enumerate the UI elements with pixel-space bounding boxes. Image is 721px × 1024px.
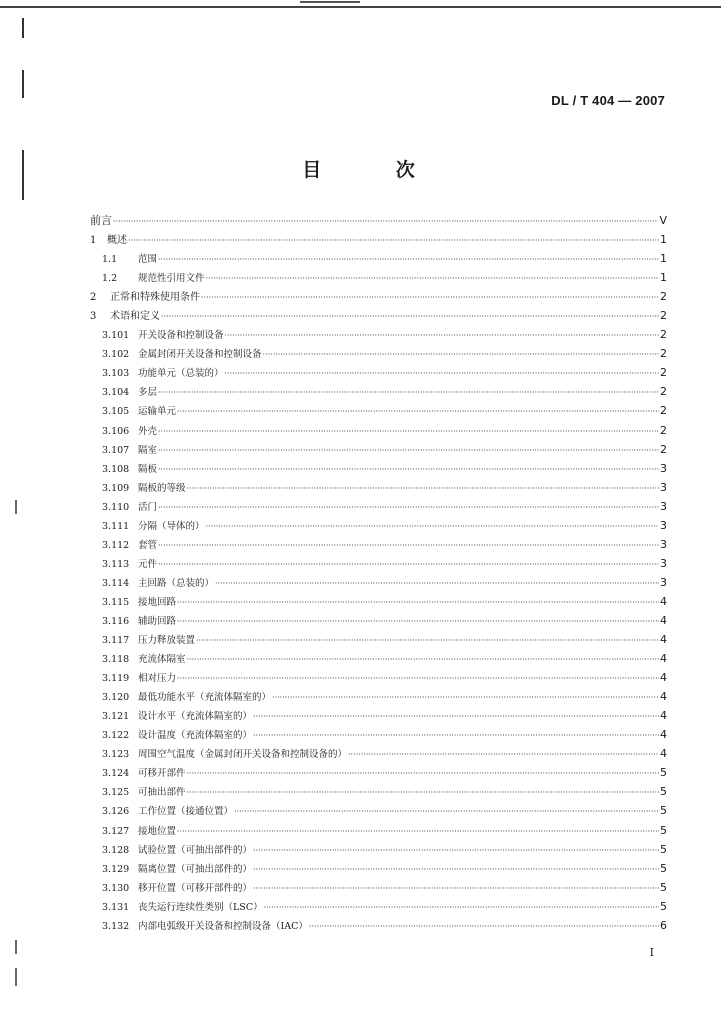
toc-entry[interactable] xyxy=(90,516,667,535)
toc-entry-label: 功能单元（总装的） xyxy=(138,368,224,380)
toc-entry[interactable] xyxy=(90,421,667,440)
toc-entry-number: 3.103 xyxy=(102,368,130,380)
toc-entry-label: 隔离位置（可抽出部件的） xyxy=(138,863,253,875)
toc-entry-label: 接地位置 xyxy=(138,825,177,837)
toc-dot-leader xyxy=(272,688,659,707)
toc-entry-page: 4 xyxy=(660,671,667,685)
toc-entry[interactable] xyxy=(90,211,667,230)
toc-entry[interactable] xyxy=(90,859,667,878)
toc-entry-page: 2 xyxy=(660,328,667,342)
toc-entry[interactable] xyxy=(90,706,667,725)
toc-entry-number: 3.112 xyxy=(102,539,130,551)
toc-dot-leader xyxy=(158,441,659,460)
toc-entry-page: 2 xyxy=(660,309,667,323)
toc-entry-page: 5 xyxy=(660,823,667,837)
toc-entry-number: 3.106 xyxy=(102,425,130,437)
toc-entry[interactable] xyxy=(90,497,667,516)
toc-entry[interactable] xyxy=(90,344,667,363)
toc-entry-number: 3.111 xyxy=(102,520,130,532)
toc-entry-page: 3 xyxy=(660,461,667,475)
toc-entry-page: 6 xyxy=(660,918,667,932)
toc-entry-label: 范围 xyxy=(138,254,158,266)
toc-entry-label: 压力释放装置 xyxy=(138,635,196,647)
toc-entry-label: 正常和特殊使用条件 xyxy=(110,292,200,304)
toc-dot-leader xyxy=(177,669,659,688)
toc-entry-label: 套管 xyxy=(138,539,158,551)
toc-entry[interactable] xyxy=(90,306,667,325)
margin-mark xyxy=(15,500,17,514)
toc-entry-page: 5 xyxy=(660,880,667,894)
toc-entry-number: 3.124 xyxy=(102,768,130,780)
toc-entry[interactable] xyxy=(90,897,667,916)
toc-entry[interactable] xyxy=(90,592,667,611)
toc-dot-leader xyxy=(225,364,659,383)
toc-entry-number: 1 xyxy=(90,235,97,247)
toc-entry-number: 3.118 xyxy=(102,654,130,666)
toc-dot-leader xyxy=(158,460,659,479)
toc-entry-label: 接地回路 xyxy=(138,596,177,608)
toc-entry-number: 3.126 xyxy=(102,806,130,818)
toc-entry-page: V xyxy=(659,214,667,227)
toc-entry-number: 3.132 xyxy=(102,920,130,932)
toc-entry[interactable] xyxy=(90,363,667,382)
toc-entry-number: 3.121 xyxy=(102,711,130,723)
toc-entry-page: 4 xyxy=(660,633,667,647)
toc-entry-page: 4 xyxy=(660,594,667,608)
toc-entry[interactable] xyxy=(90,801,667,820)
toc-entry-number: 3.131 xyxy=(102,901,130,913)
toc-dot-leader xyxy=(187,783,659,802)
scan-edge-speck xyxy=(300,1,360,3)
toc-entry-number: 3.110 xyxy=(102,501,130,513)
toc-entry-number: 3.119 xyxy=(102,673,130,685)
table-of-contents xyxy=(90,211,667,935)
toc-entry[interactable] xyxy=(90,763,667,782)
toc-entry-label: 前言 xyxy=(90,214,112,227)
toc-entry-page: 1 xyxy=(660,233,667,247)
toc-entry-page: 5 xyxy=(660,861,667,875)
toc-entry-label: 活门 xyxy=(138,501,158,513)
toc-entry-label: 周围空气温度（金属封闭开关设备和控制设备的） xyxy=(138,749,348,761)
toc-entry-page: 3 xyxy=(660,499,667,513)
toc-entry-page: 2 xyxy=(660,423,667,437)
toc-entry-number: 3.104 xyxy=(102,387,130,399)
toc-entry[interactable] xyxy=(90,573,667,592)
toc-dot-leader xyxy=(253,726,659,745)
toc-entry-number: 3 xyxy=(90,311,97,323)
toc-dot-leader xyxy=(253,860,659,879)
toc-entry-page: 5 xyxy=(660,804,667,818)
toc-dot-leader xyxy=(158,498,659,517)
toc-entry[interactable] xyxy=(90,230,667,249)
toc-entry-number: 3.105 xyxy=(102,406,130,418)
toc-entry-label: 试验位置（可抽出部件的） xyxy=(138,844,253,856)
toc-entry-number: 1.1 xyxy=(102,254,118,266)
toc-dot-leader xyxy=(206,517,659,536)
toc-dot-leader xyxy=(187,479,659,498)
toc-entry-label: 辅助回路 xyxy=(138,615,177,627)
toc-entry-page: 3 xyxy=(660,556,667,570)
margin-mark xyxy=(22,18,24,38)
toc-dot-leader xyxy=(177,402,659,421)
toc-entry-label: 移开位置（可移开部件的） xyxy=(138,882,253,894)
toc-dot-leader xyxy=(187,650,659,669)
toc-entry-page: 2 xyxy=(660,366,667,380)
toc-entry-page: 3 xyxy=(660,480,667,494)
toc-entry-label: 最低功能水平（充流体隔室的） xyxy=(138,692,272,704)
toc-entry-number: 3.107 xyxy=(102,444,130,456)
toc-entry-page: 2 xyxy=(660,347,667,361)
toc-entry-label: 工作位置（接通位置） xyxy=(138,806,234,818)
toc-entry-label: 设计温度（充流体隔室的） xyxy=(138,730,253,742)
toc-entry-number: 3.120 xyxy=(102,692,130,704)
toc-entry[interactable] xyxy=(90,916,667,935)
toc-entry-label: 隔板的等级 xyxy=(138,482,186,494)
toc-entry-number: 3.123 xyxy=(102,749,130,761)
toc-entry-number: 1.2 xyxy=(102,273,118,285)
toc-entry-page: 1 xyxy=(660,271,667,285)
toc-entry-label: 可移开部件 xyxy=(138,768,186,780)
toc-entry[interactable] xyxy=(90,611,667,630)
toc-entry[interactable] xyxy=(90,630,667,649)
toc-dot-leader xyxy=(206,269,659,288)
toc-entry-number: 3.108 xyxy=(102,463,130,475)
toc-entry-page: 1 xyxy=(660,252,667,266)
toc-entry-page: 4 xyxy=(660,747,667,761)
toc-entry-page: 4 xyxy=(660,613,667,627)
toc-dot-leader xyxy=(196,631,659,650)
toc-entry-page: 3 xyxy=(660,518,667,532)
toc-entry-page: 3 xyxy=(660,537,667,551)
toc-entry-label: 分隔（导体的） xyxy=(138,520,205,532)
toc-entry-label: 元件 xyxy=(138,558,158,570)
toc-dot-leader xyxy=(253,707,659,726)
toc-entry-page: 5 xyxy=(660,785,667,799)
toc-entry[interactable] xyxy=(90,440,667,459)
toc-entry[interactable] xyxy=(90,287,667,306)
toc-entry[interactable] xyxy=(90,401,667,420)
toc-entry[interactable] xyxy=(90,649,667,668)
toc-dot-leader xyxy=(215,574,659,593)
toc-entry[interactable] xyxy=(90,878,667,897)
toc-entry-label: 丧失运行连续性类别（LSC） xyxy=(138,901,263,913)
toc-dot-leader xyxy=(253,879,659,898)
toc-entry-page: 4 xyxy=(660,690,667,704)
page-title: 目 次 xyxy=(302,159,449,181)
toc-entry-label: 设计水平（充流体隔室的） xyxy=(138,711,253,723)
toc-dot-leader xyxy=(158,536,659,555)
toc-dot-leader xyxy=(264,898,659,917)
toc-entry-number: 3.114 xyxy=(102,577,130,589)
toc-entry[interactable] xyxy=(90,535,667,554)
toc-entry-number: 3.125 xyxy=(102,787,130,799)
toc-entry-number: 3.109 xyxy=(102,482,130,494)
toc-dot-leader xyxy=(187,764,659,783)
toc-entry-page: 2 xyxy=(660,385,667,399)
toc-dot-leader xyxy=(177,593,659,612)
toc-entry-label: 术语和定义 xyxy=(110,311,160,323)
toc-entry[interactable] xyxy=(90,554,667,573)
toc-entry-number: 3.122 xyxy=(102,730,130,742)
toc-entry-page: 5 xyxy=(660,842,667,856)
toc-entry-label: 隔室 xyxy=(138,444,158,456)
toc-entry-number: 3.127 xyxy=(102,825,130,837)
toc-entry-label: 概述 xyxy=(107,235,127,247)
toc-entry-label: 相对压力 xyxy=(138,673,177,685)
toc-entry-number: 3.116 xyxy=(102,615,130,627)
toc-dot-leader xyxy=(234,802,659,821)
toc-dot-leader xyxy=(225,326,659,345)
toc-entry-number: 3.129 xyxy=(102,863,130,875)
toc-entry-label: 规范性引用文件 xyxy=(138,273,205,285)
toc-dot-leader xyxy=(158,250,659,269)
toc-entry-page: 4 xyxy=(660,728,667,742)
toc-dot-leader xyxy=(158,383,659,402)
toc-dot-leader xyxy=(177,612,659,631)
toc-entry-number: 3.130 xyxy=(102,882,130,894)
toc-entry-page: 5 xyxy=(660,766,667,780)
toc-entry-number: 3.128 xyxy=(102,844,130,856)
toc-dot-leader xyxy=(177,822,659,841)
toc-entry[interactable] xyxy=(90,687,667,706)
toc-dot-leader xyxy=(158,555,659,574)
toc-dot-leader xyxy=(263,345,659,364)
toc-entry-label: 外壳 xyxy=(138,425,158,437)
scan-edge-line xyxy=(0,6,721,8)
toc-entry-number: 3.101 xyxy=(102,330,130,342)
page-number: I xyxy=(649,946,654,959)
toc-entry-label: 金属封闭开关设备和控制设备 xyxy=(138,349,262,361)
toc-dot-leader xyxy=(309,917,659,936)
toc-entry[interactable] xyxy=(90,325,667,344)
toc-entry-number: 3.117 xyxy=(102,635,130,647)
toc-entry[interactable] xyxy=(90,459,667,478)
toc-entry-number: 3.115 xyxy=(102,596,130,608)
toc-entry[interactable] xyxy=(90,268,667,287)
toc-entry-page: 2 xyxy=(660,442,667,456)
toc-entry[interactable] xyxy=(90,782,667,801)
toc-dot-leader xyxy=(201,288,659,307)
toc-entry[interactable] xyxy=(90,382,667,401)
toc-entry-label: 可抽出部件 xyxy=(138,787,186,799)
toc-entry-page: 4 xyxy=(660,652,667,666)
toc-entry-label: 多层 xyxy=(138,387,158,399)
toc-entry-label: 运输单元 xyxy=(138,406,177,418)
toc-entry-page: 5 xyxy=(660,899,667,913)
toc-entry[interactable] xyxy=(90,821,667,840)
document-code: DL / T 404 — 2007 xyxy=(551,93,665,108)
toc-entry[interactable] xyxy=(90,249,667,268)
toc-entry-label: 主回路（总装的） xyxy=(138,577,215,589)
toc-entry-label: 内部电弧级开关设备和控制设备（IAC） xyxy=(138,920,308,932)
toc-entry-page: 2 xyxy=(660,404,667,418)
toc-entry[interactable] xyxy=(90,725,667,744)
toc-entry-label: 开关设备和控制设备 xyxy=(138,330,224,342)
toc-entry-number: 3.113 xyxy=(102,558,130,570)
toc-entry-page: 4 xyxy=(660,709,667,723)
toc-dot-leader xyxy=(158,422,659,441)
margin-mark xyxy=(15,968,17,986)
toc-entry-label: 充流体隔室 xyxy=(138,654,186,666)
toc-entry-page: 2 xyxy=(660,290,667,304)
toc-dot-leader xyxy=(128,231,659,250)
toc-dot-leader xyxy=(161,307,659,326)
margin-mark xyxy=(22,70,24,98)
toc-entry[interactable] xyxy=(90,478,667,497)
toc-dot-leader xyxy=(113,212,658,231)
toc-entry-label: 隔板 xyxy=(138,463,158,475)
toc-dot-leader xyxy=(348,745,659,764)
toc-entry[interactable] xyxy=(90,744,667,763)
toc-entry[interactable] xyxy=(90,840,667,859)
toc-entry[interactable] xyxy=(90,668,667,687)
toc-dot-leader xyxy=(253,841,659,860)
toc-entry-number: 2 xyxy=(90,292,97,304)
margin-mark xyxy=(15,940,17,954)
toc-entry-page: 3 xyxy=(660,575,667,589)
toc-entry-number: 3.102 xyxy=(102,349,130,361)
